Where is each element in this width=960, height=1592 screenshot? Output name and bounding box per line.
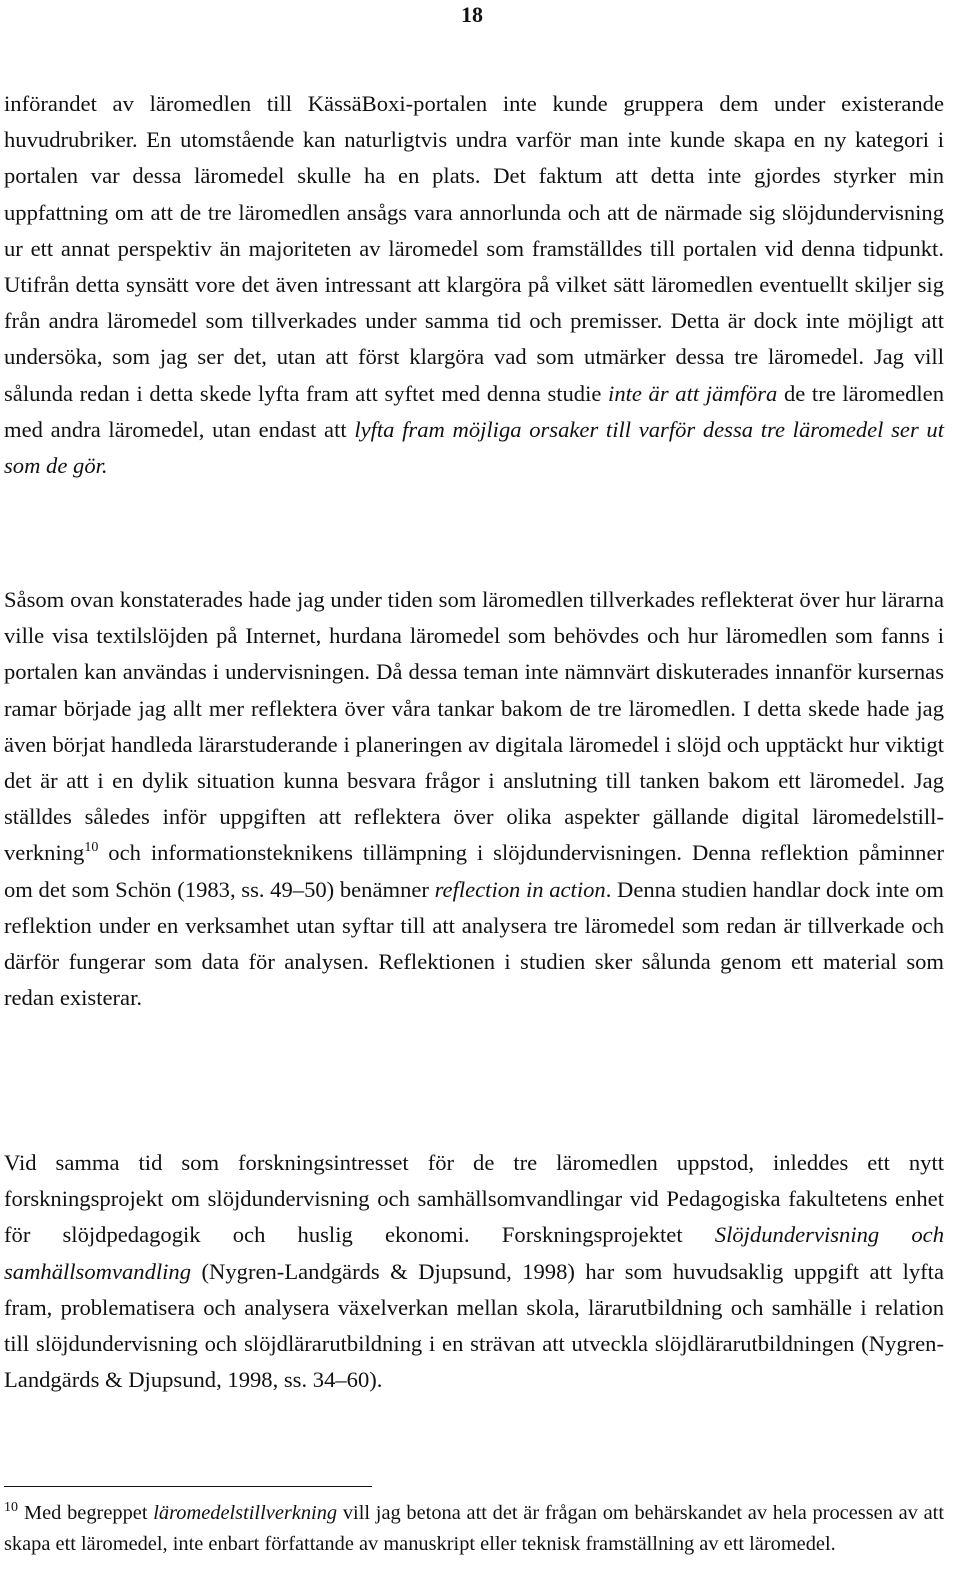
text-run: och informationsteknikens tillämpning i slöjdundervisningen. Denna reflektion påminner om det som Schön (1983, ss. 49–50) benämner (4, 840, 944, 902)
text-run: . Denna studien handlar dock inte om reflektion under en verksamhet utan syftar till att analysera tre läromedel som redan är tillverkade och därför fungerar som data för analysen. Reflektionen i studien sker sålunda genom ett material som redan existerar. (4, 876, 944, 1011)
text-run: de tre läromedlen med andra läromedel, utan endast att (4, 380, 945, 442)
footnote-text (4, 1502, 944, 1555)
footnote-marker: 10 (4, 1500, 18, 1515)
italic-text: inte är att jämföra (608, 380, 778, 406)
page-number: 18 (461, 2, 483, 27)
footnote (4, 1498, 944, 1559)
text-run: införandet av läromedlen till KässäBoxi-portalen inte kunde gruppera dem under existerande huvudrubriker. En utomstående kan naturligtvis undra varför man inte kunde skapa en ny kategori i portalen var dessa läromedel skulle ha en plats. Det faktum att detta inte gjordes styrker min uppfattning om att de tre läromedlen ansågs vara annorlunda och att de närmade sig slöjdundervisning ur ett annat perspektiv än majoriteten av läromedel som framställdes till portalen vid denna tidpunkt. Utifrån detta synsätt vore det även intressant att klargöra på vilket sätt läromedlen eventuellt skiljer sig från andra läromedel som tillverkades under samma tid och premisser. Detta är dock inte möjligt att undersöka, som jag ser det, utan att först klargöra vad som utmärker dessa tre läromedel. Jag vill sålunda redan i detta skede lyfta fram att syftet med denna studie (4, 91, 944, 406)
body-paragraph-2 (4, 582, 944, 1016)
footnote-separator (4, 1486, 372, 1487)
italic-text: reflection in action (434, 876, 606, 902)
body-paragraph-3 (4, 1145, 944, 1398)
text-run: Vid samma tid som forskningsintresset för de tre läromedlen uppstod, inleddes ett nytt forskningsprojekt om slöjdundervisning och samhällsomvandlingar vid Pedagogiska fakultetens enhet för slöjdpedagogik och huslig ekonomi. Forskningsprojektet (4, 1150, 944, 1248)
text-run: Med begreppet (24, 1502, 154, 1524)
italic-text: lyfta fram möjliga orsaker till varför dessa tre läromedel ser ut som de gör. (4, 416, 944, 479)
text-run: vill jag betona att det är frågan om behärskandet av hela processen av att skapa ett läromedel, inte enbart författande av manuskript eller teknisk framställning av ett läromedel. (4, 1502, 944, 1555)
body-paragraph-1 (4, 86, 944, 484)
italic-text: läromedelstillverkning (153, 1502, 338, 1524)
text-run: Såsom ovan konstaterades hade jag under tiden som läromedlen tillverkades reflekterat över hur lärarna ville visa textilslöjden på Internet, hurdana läromedel som behövdes och hur läromedlen som fanns i portalen kan användas i undervisningen. Då dessa teman inte nämnvärt diskuterades innanför kursernas ramar började jag allt mer reflektera över våra tankar bakom de tre läromedlen. I detta skede hade jag även börjat handleda lärarstuderande i planeringen av digitala läromedel i slöjd och upptäckt hur viktigt det är att i en dylik situation kunna besvara frågor i anslutning till tanken bakom ett läromedel. Jag ställdes således inför uppgiften att reflektera över olika aspekter gällande digital läromedelstillverkning (4, 587, 944, 866)
italic-text: Slöjdundervisning och samhällsomvandling (4, 1222, 945, 1284)
footnote-reference: 10 (84, 840, 99, 856)
text-run: (Nygren-Landgärds & Djupsund, 1998) har som huvudsaklig uppgift att lyfta fram, problematisera och analysera växelverkan mellan skola, lärarutbildning och samhälle i relation till slöjdundervisning och slöjdlärarutbildning i en strävan att utveckla slöjdlärarutbildningen (Nygren-Landgärds & Djupsund, 1998, ss. 34–60). (4, 1258, 944, 1393)
